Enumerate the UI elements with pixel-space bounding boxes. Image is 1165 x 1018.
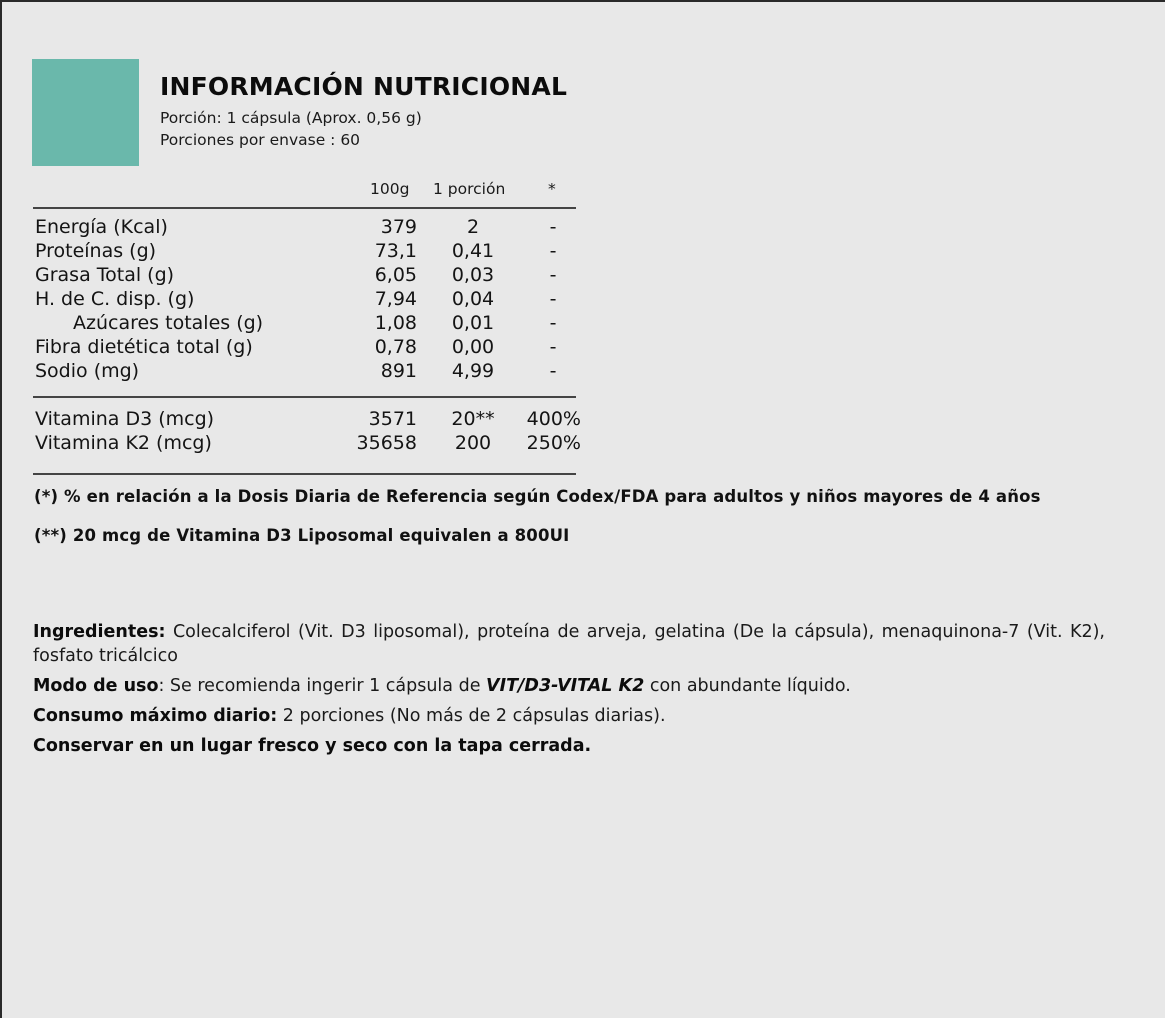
nutrient-label: Fibra dietética total (g) [35, 336, 253, 358]
ingredients-text: Colecalciferol (Vit. D3 liposomal), proteína de arveja, gelatina (De la cápsula), menaquinona-7 (Vit. K2), fosfato tricálcico [33, 622, 1105, 666]
ingredients-label: Ingredientes: [33, 622, 166, 642]
daily-value: - [549, 240, 557, 262]
table-rule-bottom [33, 473, 576, 475]
nutrient-label: Sodio (mg) [35, 360, 140, 382]
value-per-portion: 0,41 [451, 240, 495, 262]
max-consumption-paragraph [33, 704, 1105, 728]
page-title: INFORMACIÓN NUTRICIONAL [160, 72, 568, 101]
value-per-100g: 7,94 [374, 288, 417, 310]
nutrient-label: Azúcares totales (g) [73, 312, 264, 334]
usage-paragraph [33, 674, 1105, 698]
storage-paragraph [33, 734, 1105, 758]
table-row [33, 240, 593, 264]
daily-value: 400% [526, 408, 581, 430]
daily-value: - [549, 264, 557, 286]
column-header-100g: 100g [370, 180, 410, 198]
value-per-100g: 0,78 [374, 336, 417, 358]
daily-value: - [549, 288, 557, 310]
value-per-portion: 2 [466, 216, 480, 238]
daily-value: - [549, 216, 557, 238]
daily-value-footnote: (*) % en relación a la Dosis Diaria de Referencia según Codex/FDA para adultos y niños mayores de 4 años [34, 487, 1041, 506]
table-row [33, 432, 593, 456]
value-per-portion: 0,01 [451, 312, 495, 334]
usage-text: : Se recomienda ingerir 1 cápsula de [158, 676, 487, 696]
table-rule-top [33, 207, 576, 209]
table-row [33, 288, 593, 312]
nutrient-label: H. de C. disp. (g) [35, 288, 195, 310]
column-header-dv: * [548, 180, 556, 198]
serving-size: Porción: 1 cápsula (Aprox. 0,56 g) [160, 109, 422, 127]
usage-text-end: con abundante líquido. [644, 676, 851, 696]
value-per-portion: 200 [454, 432, 492, 454]
value-per-portion: 0,03 [451, 264, 495, 286]
column-header-portion: 1 porción [433, 180, 506, 198]
value-per-portion: 4,99 [451, 360, 495, 382]
value-per-portion: 20** [451, 408, 495, 430]
daily-value: - [549, 312, 557, 334]
servings-per-container: Porciones por envase : 60 [160, 131, 361, 149]
usage-label: Modo de uso [33, 676, 159, 696]
max-consumption-text: 2 porciones (No más de 2 cápsulas diarias). [277, 706, 666, 726]
value-per-100g: 3571 [368, 408, 417, 430]
brand-color-swatch [32, 59, 139, 166]
nutrient-label: Vitamina D3 (mcg) [35, 408, 215, 430]
ingredients-paragraph [33, 620, 1105, 668]
table-rule-middle [33, 396, 576, 398]
table-row [33, 312, 593, 336]
table-row [33, 336, 593, 360]
daily-value: - [549, 360, 557, 382]
value-per-100g: 379 [380, 216, 417, 238]
table-row [33, 264, 593, 288]
value-per-100g: 891 [380, 360, 417, 382]
storage-text: Conservar en un lugar fresco y seco con la tapa cerrada. [33, 736, 592, 756]
value-per-100g: 1,08 [374, 312, 417, 334]
table-row [33, 408, 593, 432]
value-per-100g: 35658 [356, 432, 417, 454]
nutrient-label: Energía (Kcal) [35, 216, 168, 238]
nutrient-label: Vitamina K2 (mcg) [35, 432, 212, 454]
max-consumption-label: Consumo máximo diario: [33, 706, 278, 726]
value-per-portion: 0,04 [451, 288, 495, 310]
value-per-100g: 6,05 [374, 264, 417, 286]
value-per-100g: 73,1 [374, 240, 417, 262]
vitamin-d3-footnote: (**) 20 mcg de Vitamina D3 Liposomal equivalen a 800UI [34, 526, 570, 545]
nutrient-label: Grasa Total (g) [35, 264, 175, 286]
daily-value: - [549, 336, 557, 358]
value-per-portion: 0,00 [451, 336, 495, 358]
table-row [33, 216, 593, 240]
table-row [33, 360, 593, 384]
product-name: VIT/D3-VITAL K2 [486, 676, 645, 696]
nutrient-label: Proteínas (g) [35, 240, 157, 262]
daily-value: 250% [526, 432, 581, 454]
